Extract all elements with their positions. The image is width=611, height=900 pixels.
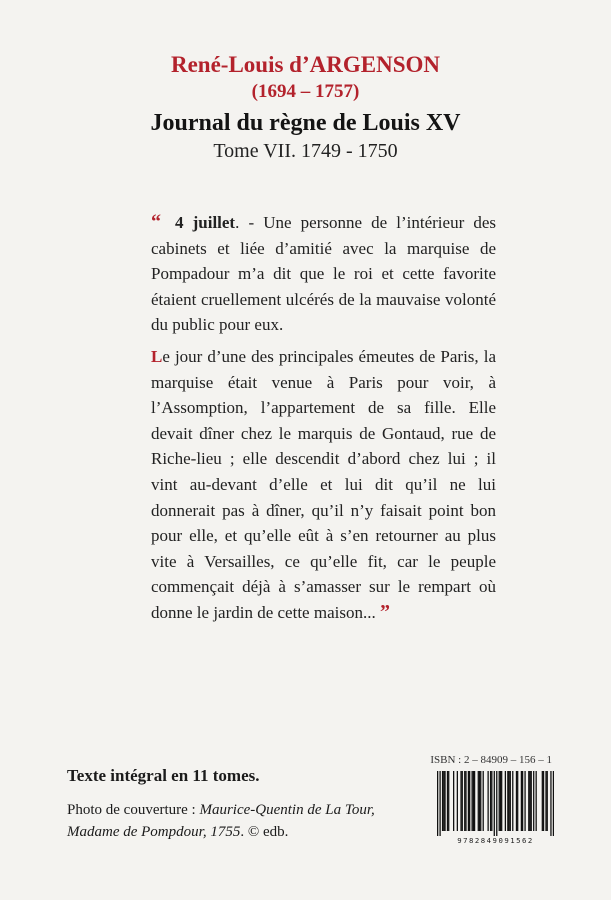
open-quote-mark: “ (151, 211, 161, 233)
barcode-bar (521, 771, 522, 831)
barcode-bar (471, 771, 472, 831)
close-quote-mark: ” (379, 600, 390, 623)
book-title: Journal du règne de Louis XV (150, 110, 461, 136)
barcode-bar (536, 771, 537, 831)
paragraph-initial: L (151, 346, 163, 366)
barcode-bar (468, 771, 469, 831)
barcode-bar (529, 771, 530, 831)
title-block (0, 50, 611, 164)
barcode-bar (474, 771, 475, 831)
barcode-bar (510, 771, 511, 831)
barcode-bar (547, 771, 548, 831)
barcode-bar (473, 771, 474, 831)
barcode-bar (533, 771, 534, 831)
barcode-bar (531, 771, 532, 831)
barcode-bar (524, 771, 525, 831)
barcode-bar (496, 771, 497, 836)
barcode-bar (528, 771, 529, 831)
edition-note: Texte intégral en 11 tomes. (67, 766, 260, 785)
barcode-digits: 9782849091562 (457, 836, 534, 845)
isbn-label: ISBN : 2 – 84909 – 156 – 1 (430, 754, 552, 766)
barcode-bar (517, 771, 518, 831)
barcode-bar (460, 771, 461, 831)
footer-info (67, 765, 427, 843)
paragraph-2-text: e jour d’une des principales émeutes de Paris, la marquise était venue à Paris pour voir, à l’Assomption, l’appartement de sa fille. Elle devait dîner chez le marquis de Gontaud, rue de Riche-lieu ; elle descendit d’abord chez lui ; il vint au-devant d’elle et lui dit qu’il ne lui donnerait pas à dîner, qu’il n’y faisait point bon pour elle, et qu’elle eût à s’en retourner au plus vite à Versailles, ce qu’elle fit, car le peuple commençait déjà à s’amasser sur le rempart où donne le jardin de cette maison... (151, 346, 496, 622)
barcode-bar (491, 771, 492, 831)
barcode (437, 771, 554, 836)
barcode-bar (516, 771, 517, 831)
barcode-bar (550, 771, 551, 836)
barcode-bar (479, 771, 480, 831)
barcode-bar (437, 771, 438, 836)
credit-work: Madame de Pompdour, 1755 (67, 824, 241, 840)
volume-info: Tome VII. 1749 - 1750 (213, 140, 398, 162)
barcode-bar (553, 771, 554, 836)
barcode-bar (483, 771, 484, 831)
excerpt-paragraph-2 (151, 344, 496, 626)
barcode-bar (494, 771, 495, 836)
barcode-bar (443, 771, 444, 831)
barcode-bar (457, 771, 458, 831)
barcode-bar (542, 771, 543, 831)
barcode-bar (545, 771, 546, 831)
barcode-bar (448, 771, 449, 831)
barcode-bar (480, 771, 481, 831)
barcode-bar (543, 771, 544, 831)
barcode-bar (490, 771, 491, 831)
barcode-bar (512, 771, 513, 831)
barcode-bar (522, 771, 523, 831)
barcode-bar (444, 771, 445, 831)
entry-date: 4 juillet (175, 213, 236, 232)
barcode-bar (462, 771, 463, 831)
barcode-bar (505, 771, 506, 831)
barcode-bar (442, 771, 443, 831)
barcode-bar (453, 771, 454, 831)
excerpt-paragraph-1 (151, 210, 496, 338)
excerpt-quote (151, 210, 496, 626)
credit-artist: Maurice-Quentin de La Tour, (199, 802, 375, 818)
paragraph-1-text: . - Une personne de l’intérieur des cabinets et liée d’amitié avec la marquise de Pompadour m’a dit que le roi et cette favorite étaient cruellement ulcérés de la mauvaise volonté du public pour eux. (151, 213, 496, 335)
cover-credit (67, 799, 427, 843)
barcode-bar (464, 771, 465, 831)
credit-prefix: Photo de couverture : (67, 802, 200, 818)
credit-suffix: . © edb. (240, 824, 289, 840)
barcode-bar (499, 771, 500, 831)
barcode-bar (487, 771, 488, 831)
barcode-bar (507, 771, 508, 831)
barcode-bar (465, 771, 466, 831)
author-name: René-Louis d’ARGENSON (170, 52, 440, 77)
barcode-bar (469, 771, 470, 831)
barcode-bar (501, 771, 502, 831)
barcode-bar (508, 771, 509, 831)
author-dates: (1694 – 1757) (251, 81, 360, 102)
barcode-bar (500, 771, 501, 831)
barcode-bars (437, 771, 554, 836)
barcode-bar (478, 771, 479, 831)
barcode-bar (447, 771, 448, 831)
barcode-bar (439, 771, 440, 836)
